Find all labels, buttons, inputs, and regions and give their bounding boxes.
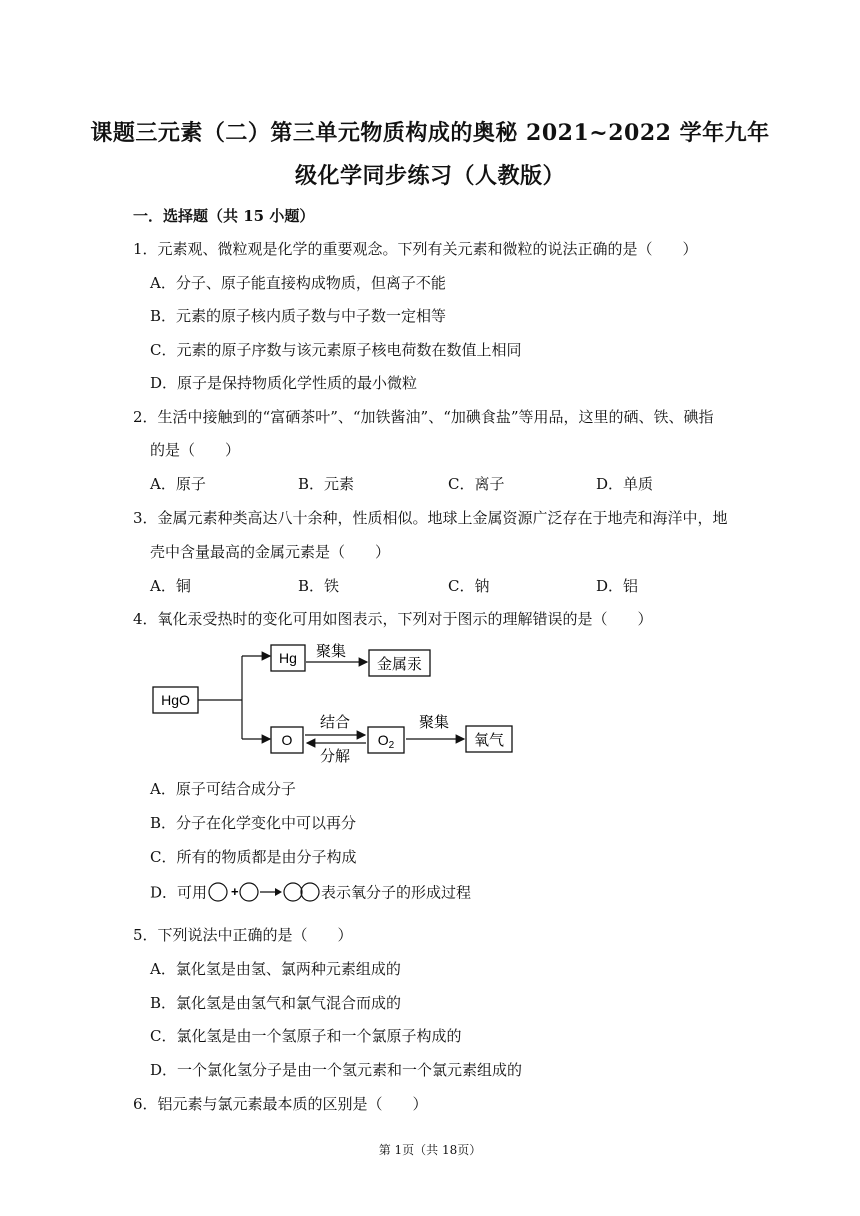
doc-title-line2: 级化学同步练习（人教版） bbox=[294, 163, 565, 189]
q5-option-d: D．一个氯化氢分子是由一个氢元素和一个氯元素组成的 bbox=[150, 1061, 523, 1079]
q5-option-b: B．氯化氢是由氢气和氯气混合而成的 bbox=[150, 994, 402, 1012]
q4-option-d bbox=[150, 878, 471, 906]
q3-option-c: C．钠 bbox=[448, 577, 490, 595]
q5-stem: 5．下列说法中正确的是（ ） bbox=[133, 926, 353, 944]
q1-stem: 1．元素观、微粒观是化学的重要观念。下列有关元素和微粒的说法正确的是（ ） bbox=[133, 240, 698, 258]
q3-options bbox=[150, 575, 750, 595]
q1-option-d: D．原子是保持物质化学性质的最小微粒 bbox=[150, 374, 418, 392]
q3-option-d: D．铝 bbox=[596, 577, 639, 595]
q1-option-b: B．元素的原子核内质子数与中子数一定相等 bbox=[150, 307, 447, 325]
q3-option-a: A．铜 bbox=[150, 577, 191, 595]
decompose-label: 分解 bbox=[319, 747, 351, 765]
q3-stem-line2: 壳中含量最高的金属元素是（ ） bbox=[150, 543, 391, 561]
q2-option-c: C．离子 bbox=[448, 475, 505, 493]
gather-label-bottom: 聚集 bbox=[418, 713, 450, 731]
section-heading: 一．选择题（共 15 小题） bbox=[133, 207, 315, 225]
q3-option-b: B．铁 bbox=[298, 577, 340, 595]
q1-option-a: A．分子、原子能直接构成物质，但离子不能 bbox=[150, 274, 446, 292]
q5-option-c: C．氯化氢是由一个氢原子和一个氯原子构成的 bbox=[150, 1027, 462, 1045]
q4-option-b: B．分子在化学变化中可以再分 bbox=[150, 814, 357, 832]
q2-option-d: D．单质 bbox=[596, 475, 654, 493]
o2-label: $O_2$ bbox=[377, 732, 395, 751]
oxygen-label: 氧气 bbox=[473, 731, 505, 749]
q4-option-a: A．原子可结合成分子 bbox=[150, 780, 296, 798]
gather-label-top: 聚集 bbox=[315, 642, 347, 660]
svg-text:+: + bbox=[231, 884, 239, 899]
combine-label: 结合 bbox=[319, 713, 351, 731]
q2-options bbox=[150, 473, 750, 493]
page-footer: 第 1页（共 18页） bbox=[378, 1143, 482, 1157]
mercury-label: 金属汞 bbox=[376, 655, 423, 673]
q6-stem: 6．铝元素与氯元素最本质的区别是（ ） bbox=[133, 1095, 428, 1113]
q2-option-b: B．元素 bbox=[298, 475, 355, 493]
q2-stem-line1: 2．生活中接触到的“富硒茶叶”、“加铁酱油”、“加碘食盐”等用品，这里的硒、铁、碘指 bbox=[133, 408, 714, 426]
q2-option-a: A．原子 bbox=[150, 475, 206, 493]
q5-option-a: A．氯化氢是由氢、氯两种元素组成的 bbox=[150, 960, 401, 978]
o-atom-label: O bbox=[281, 732, 293, 748]
hgo-label: HgO bbox=[161, 692, 190, 708]
q4-stem: 4．氧化汞受热时的变化可用如图表示，下列对于图示的理解错误的是（ ） bbox=[133, 610, 653, 628]
q4-option-d-suffix: 表示氧分子的形成过程 bbox=[321, 883, 472, 902]
q3-stem-line1: 3．金属元素种类高达八十余种，性质相似。地球上金属资源广泛存在于地壳和海洋中，地 bbox=[133, 509, 728, 527]
q2-stem-line2: 的是（ ） bbox=[150, 441, 241, 459]
oxygen-molecule-formation-icon bbox=[207, 878, 321, 906]
q4-option-c: C．所有的物质都是由分子构成 bbox=[150, 848, 357, 866]
mercury-oxide-decomposition-diagram bbox=[150, 642, 530, 767]
q1-option-c: C．元素的原子序数与该元素原子核电荷数在数值上相同 bbox=[150, 341, 522, 359]
doc-title-line1: 课题三元素（二）第三单元物质构成的奥秘 2021~2022 学年九年 bbox=[90, 120, 770, 146]
q4-option-d-prefix: D．可用 bbox=[150, 883, 208, 902]
hg-label: Hg bbox=[279, 650, 297, 666]
